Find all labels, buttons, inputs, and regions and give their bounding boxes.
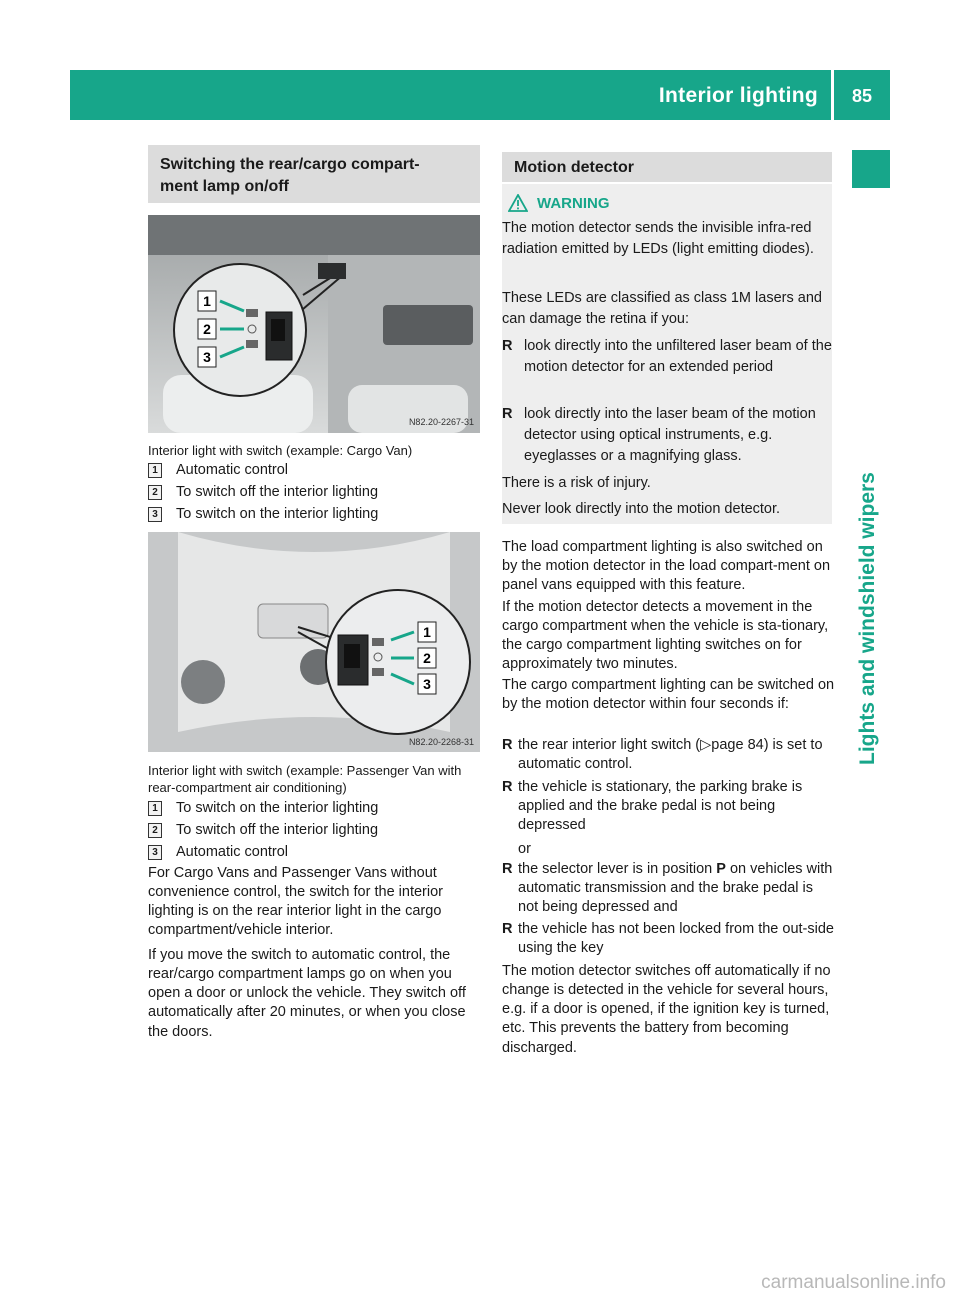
- item-text: To switch on the interior lighting: [176, 506, 379, 522]
- condition-bullet: R the rear interior light switch (▷page 84) is set to automatic control.: [502, 737, 823, 773]
- bullet-icon: R: [502, 338, 513, 354]
- list-item: [148, 506, 378, 522]
- list-item: [148, 844, 288, 860]
- list-item: [148, 822, 378, 838]
- header-bar: [70, 70, 890, 120]
- warning-paragraph: Never look directly into the motion detector.: [502, 501, 781, 517]
- figure-code: N82.20-2268-31: [408, 737, 474, 747]
- figure-cargo-van-light: [148, 215, 480, 433]
- paragraph-switch-location: For Cargo Vans and Passenger Vans without convenience control, the switch for the interior lighting is on the rear interior light in the cargo compartment/vehicle interior.: [148, 865, 443, 939]
- item-text: To switch on the interior lighting: [176, 800, 379, 816]
- item-number: 1: [148, 801, 162, 816]
- warning-icon: [508, 194, 528, 212]
- cargo-van-illustration: [148, 215, 480, 433]
- bullet-icon: R: [502, 737, 513, 753]
- warning-paragraph: These LEDs are classified as class 1M lasers and can damage the retina if you:: [502, 290, 822, 328]
- bullet-icon: R: [502, 921, 513, 937]
- item-text: To switch off the interior lighting: [176, 822, 379, 838]
- condition-bullet: R the vehicle has not been locked from the out-side using the key: [502, 921, 834, 957]
- callout-3: 3: [203, 349, 211, 365]
- bullet-icon: R: [502, 406, 513, 422]
- or-text: or: [518, 841, 531, 857]
- paragraph-automatic-control: If you move the switch to automatic control, the rear/cargo compartment lamps go on when you open a door or unlock the vehicle. They switch off automatically after 20 minutes, or when you close the doors.: [148, 947, 466, 1040]
- list-item: [148, 462, 288, 478]
- warning-bullet: R look directly into the laser beam of the motion detector using optical instruments, e.g. eyeglasses or a magnifying glass.: [502, 406, 816, 465]
- chapter-title: Interior lighting: [658, 84, 818, 107]
- item-number: 2: [148, 485, 162, 500]
- item-number: 1: [148, 463, 162, 478]
- list-item: [148, 800, 378, 816]
- figure-code: N82.20-2267-31: [408, 417, 474, 427]
- item-text: To switch off the interior lighting: [176, 484, 379, 500]
- condition-bullet: R the vehicle is stationary, the parking brake is applied and the brake pedal is not being depressed: [502, 779, 803, 834]
- chapter-side-label: Lights and windshield wipers: [856, 472, 879, 765]
- warning-box: [502, 184, 832, 524]
- list-item: [148, 484, 378, 500]
- callout-1: 1: [423, 624, 431, 640]
- callout-1: 1: [203, 293, 211, 309]
- warning-paragraph: There is a risk of injury.: [502, 475, 651, 491]
- bullet-icon: R: [502, 861, 513, 877]
- page-reference-link[interactable]: page 84) is set to automatic control.: [518, 737, 823, 773]
- page-reference-arrow-icon: ▷: [700, 737, 712, 753]
- figure-caption-2: Interior light with switch (example: Passenger Van with rear-compartment air conditioning): [148, 763, 462, 795]
- paragraph-conditions: The cargo compartment lighting can be switched on by the motion detector within four seconds if:: [502, 677, 835, 713]
- warning-paragraph: The motion detector sends the invisible infra-red radiation emitted by LEDs (light emitting diodes).: [502, 220, 814, 258]
- section-heading-motion-detector: Motion detector: [502, 152, 832, 182]
- warning-title: WARNING: [537, 194, 610, 212]
- item-number: 3: [148, 845, 162, 860]
- item-text: Automatic control: [176, 844, 289, 860]
- paragraph-auto-off: The motion detector switches off automatically if no change is detected in the vehicle for several hours, e.g. if a door is opened, if the ignition key is turned, etc. This prevents the battery from becoming discharged.: [502, 963, 831, 1056]
- section-heading-rear-lamp: Switching the rear/cargo compart- ment lamp on/off: [148, 145, 480, 203]
- figure-passenger-van-light: [148, 532, 480, 752]
- figure-caption-1: Interior light with switch (example: Cargo Van): [148, 443, 413, 458]
- callout-2: 2: [423, 650, 431, 666]
- page-number: 85: [851, 86, 872, 106]
- watermark: carmanualsonline.info: [761, 1272, 946, 1293]
- paragraph-load-compartment: The load compartment lighting is also switched on by the motion detector in the load compart-ment on panel vans equipped with this feature.: [502, 539, 831, 594]
- warning-bullet: R look directly into the unfiltered laser beam of the motion detector for an extended period: [502, 338, 832, 376]
- callout-2: 2: [203, 321, 211, 337]
- callout-3: 3: [423, 676, 431, 692]
- header-divider: [831, 70, 834, 120]
- condition-bullet: R the selector lever is in position P on vehicles with automatic transmission and the brake pedal is not being depressed and: [502, 861, 833, 916]
- paragraph-movement-detection: If the motion detector detects a movement in the cargo compartment when the vehicle is sta-tionary, the cargo compartment lighting switches on for approximately two minutes.: [502, 599, 829, 673]
- bullet-icon: R: [502, 779, 513, 795]
- item-number: 3: [148, 507, 162, 522]
- item-text: Automatic control: [176, 462, 289, 478]
- chapter-tab: [852, 150, 890, 188]
- item-number: 2: [148, 823, 162, 838]
- passenger-van-illustration: [148, 532, 480, 752]
